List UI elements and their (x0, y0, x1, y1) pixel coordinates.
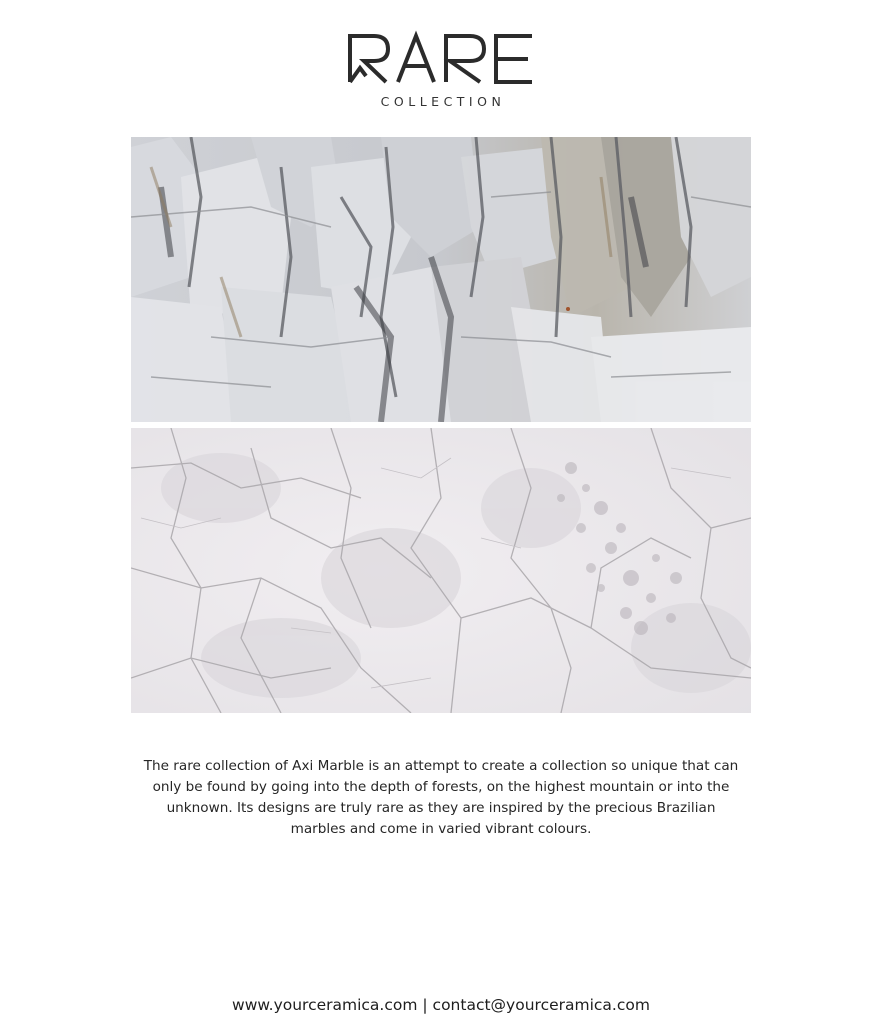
collection-description: The rare collection of Axi Marble is an attempt to create a collection so unique that can only be found by going into the depth of forests, on the highest mountain or into the unknown. Its designs are truly rare as they are inspired by the precious Brazilian marbles and come in varied vibrant colours. (143, 758, 739, 837)
marble-quarry-photo (131, 137, 751, 422)
brand-logo (0, 30, 882, 109)
marble-slab-texture (131, 428, 751, 713)
rare-wordmark (346, 30, 536, 84)
footer-separator: | (417, 996, 433, 1014)
footer-contact (0, 996, 882, 1014)
website-link[interactable]: www.yourceramica.com (232, 996, 418, 1014)
email-link[interactable]: contact@yourceramica.com (432, 996, 650, 1014)
logo-subtitle: COLLECTION (380, 94, 506, 109)
